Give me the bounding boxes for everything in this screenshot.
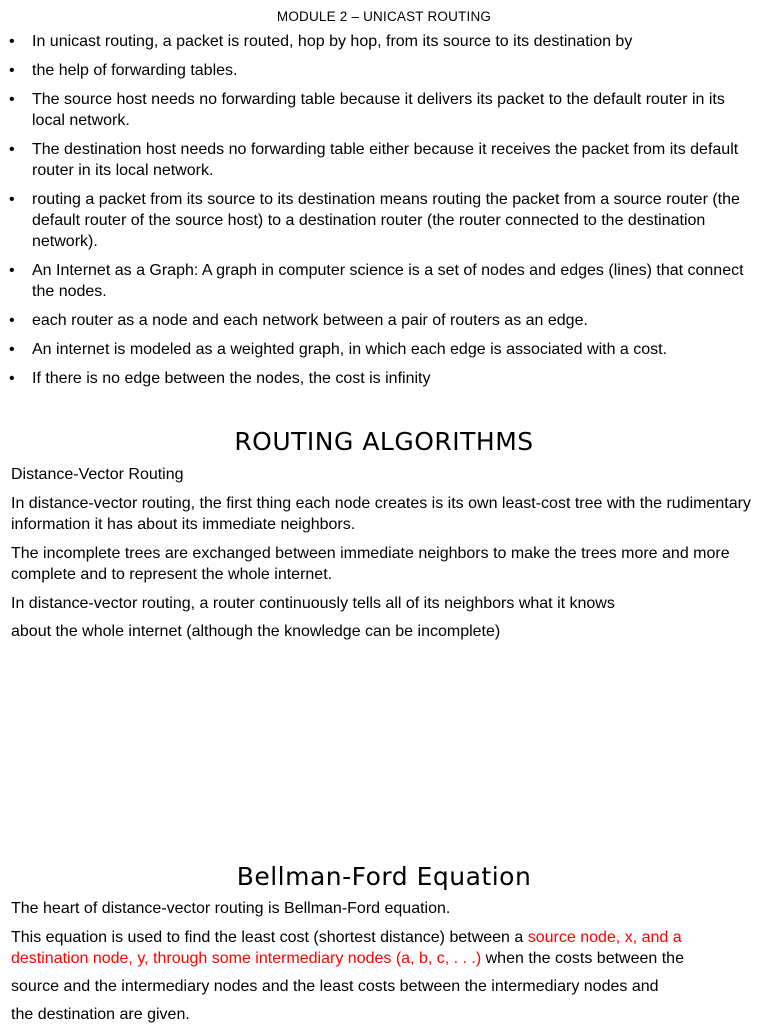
bullet-text: An Internet as a Graph: A graph in computer science is a set of nodes and edges (lines) that connect the nodes. — [32, 262, 744, 300]
bellman-ford-equation-description — [11, 927, 763, 969]
routing-algorithms-heading: ROUTING ALGORITHMS — [234, 427, 534, 456]
dv-paragraph-least-cost-tree: In distance-vector routing, the first thing each node creates is its own least-cost tree with the rudimentary information it has about its immediate neighbors. — [11, 495, 751, 533]
bellman-ford-intro: The heart of distance-vector routing is Bellman-Ford equation. — [11, 900, 451, 917]
dv-paragraph-incomplete-trees: The incomplete trees are exchanged between immediate neighbors to make the trees more and more complete and to represent the whole internet. — [11, 545, 730, 583]
bellman-ford-heading: Bellman-Ford Equation — [236, 862, 532, 891]
bullet-item — [0, 89, 768, 131]
bullet-dot-icon: • — [9, 62, 15, 79]
bullet-item — [0, 310, 768, 331]
equation-text-after: when the costs between the — [481, 950, 684, 967]
bullet-item — [0, 260, 768, 302]
bullet-text: In unicast routing, a packet is routed, hop by hop, from its source to its destination by — [32, 33, 633, 50]
bullet-text: the help of forwarding tables. — [32, 62, 238, 79]
bullet-dot-icon: • — [9, 33, 15, 50]
bullet-dot-icon: • — [9, 312, 15, 329]
bullet-item — [0, 189, 768, 252]
bullet-text: The source host needs no forwarding table because it delivers its packet to the default router in its local network. — [32, 91, 725, 129]
bullet-dot-icon: • — [9, 191, 15, 208]
bullet-item — [0, 339, 768, 360]
bellman-ford-line-2: source and the intermediary nodes and the least costs between the intermediary nodes and — [11, 978, 659, 995]
bullet-item — [0, 60, 768, 81]
bullet-text: The destination host needs no forwarding table either because it receives the packet from its default router in its local network. — [32, 141, 739, 179]
bullet-item — [0, 368, 768, 389]
dv-paragraph-router-tells: In distance-vector routing, a router continuously tells all of its neighbors what it knows — [11, 595, 615, 612]
bullet-text: If there is no edge between the nodes, the cost is infinity — [32, 370, 431, 387]
bullet-dot-icon: • — [9, 262, 15, 279]
intro-bullet-list — [0, 31, 768, 397]
page-header: MODULE 2 – UNICAST ROUTING — [276, 9, 492, 24]
bullet-dot-icon: • — [9, 91, 15, 108]
bullet-text: routing a packet from its source to its destination means routing the packet from a source router (the default router of the source host) to a destination router (the router connected to the destination network). — [32, 191, 740, 250]
bullet-dot-icon: • — [9, 141, 15, 158]
bullet-dot-icon: • — [9, 341, 15, 358]
bullet-text: An internet is modeled as a weighted graph, in which each edge is associated with a cost. — [32, 341, 668, 358]
bullet-dot-icon: • — [9, 370, 15, 387]
distance-vector-subheading: Distance-Vector Routing — [11, 466, 184, 483]
bellman-ford-line-3: the destination are given. — [11, 1006, 190, 1023]
equation-highlight-text: source node, x, and a destination node, y, through some intermediary nodes (a, b, c, . . .) — [11, 929, 682, 967]
bullet-text: each router as a node and each network between a pair of routers as an edge. — [32, 312, 588, 329]
dv-paragraph-whole-internet: about the whole internet (although the knowledge can be incomplete) — [11, 623, 501, 640]
bullet-item — [0, 139, 768, 181]
equation-text-before: This equation is used to find the least cost (shortest distance) between a — [11, 929, 528, 946]
bullet-item — [0, 31, 768, 52]
